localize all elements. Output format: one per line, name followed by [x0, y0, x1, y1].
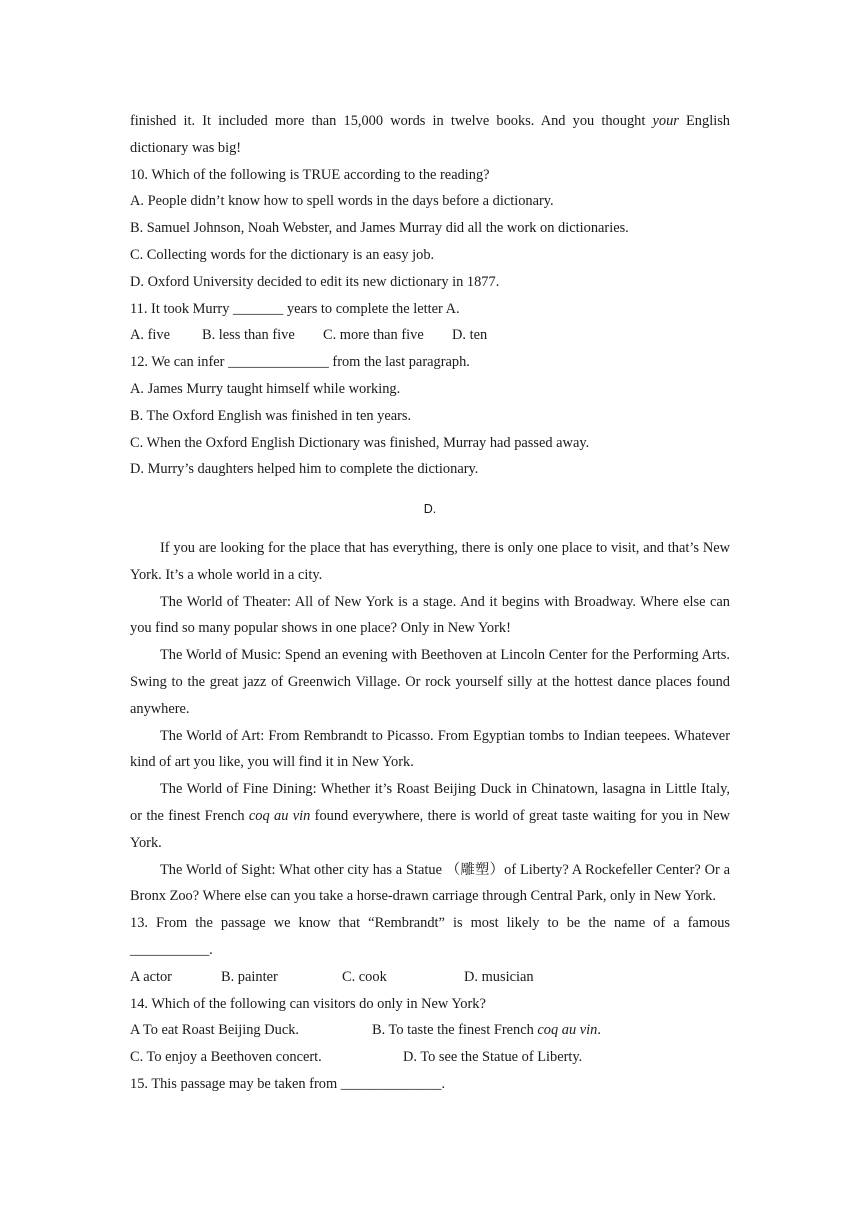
emphasis-text: coq au vin: [248, 807, 311, 824]
passage-paragraph: The World of Music: Spend an evening with Beethoven at Lincoln Center for the Performing Arts. Swing to the great jazz of Greenwich Village. Or rock yourself silly at the hottest dance places found anywhere.: [130, 647, 730, 717]
question-13-option-a: A actor: [130, 968, 172, 985]
passage-paragraph: The World of Theater: All of New York is a stage. And it begins with Broadway. Where else can you find so many popular shows in one place? Only in New York!: [130, 593, 730, 637]
question-10-option-a: A. People didn’t know how to spell words in the days before a dictionary.: [130, 193, 554, 210]
question-14-option-a: A To eat Roast Beijing Duck.: [130, 1022, 299, 1039]
question-10-stem: 10. Which of the following is TRUE according to the reading?: [130, 166, 490, 183]
question-14-option-d: D. To see the Statue of Liberty.: [403, 1049, 583, 1066]
passage-paragraph: If you are looking for the place that has everything, there is only one place to visit, and that’s New York. It’s a whole world in a city.: [130, 539, 730, 583]
question-12-option-a: A. James Murry taught himself while working.: [130, 380, 401, 397]
question-13-options: [130, 964, 730, 991]
option-text: .: [597, 1022, 601, 1039]
question-14-option-b: [372, 1017, 601, 1044]
question-11-stem: 11. It took Murry _______ years to complete the letter A.: [130, 300, 460, 317]
question-13-option-b: B. painter: [221, 968, 278, 985]
passage-paragraph: The World of Art: From Rembrandt to Picasso. From Egyptian tombs to Indian teepees. Whatever kind of art you like, you will find it in New York.: [130, 727, 730, 771]
passage-paragraph: [130, 108, 730, 162]
emphasis-text: coq au vin: [537, 1022, 598, 1039]
question-11-option-c: C. more than five: [323, 327, 424, 344]
passage-paragraph: [130, 776, 730, 856]
question-12-option-b: B. The Oxford English was finished in ten years.: [130, 407, 412, 424]
question-11-option-a: A. five: [130, 327, 170, 344]
paragraph-text: English dictionary was big!: [130, 113, 730, 156]
question-14-options-cd: [130, 1044, 730, 1071]
option-text: B. To taste the finest French: [372, 1022, 538, 1039]
question-12-option-c: C. When the Oxford English Dictionary was finished, Murray had passed away.: [130, 434, 590, 451]
passage-paragraph: The World of Sight: What other city has a Statue （雕塑）of Liberty? A Rockefeller Center? Or a Bronx Zoo? Where else can you take a horse-drawn carriage through Central Park, only in New York.: [130, 861, 730, 905]
question-12-option-d: D. Murry’s daughters helped him to complete the dictionary.: [130, 461, 479, 478]
question-14-option-c: C. To enjoy a Beethoven concert.: [130, 1049, 322, 1066]
question-11-options: [130, 322, 730, 349]
question-15-stem: 15. This passage may be taken from ______________.: [130, 1075, 446, 1092]
question-14-options-ab: [130, 1017, 730, 1044]
paragraph-text: The World of Fine Dining: Whether it’s Roast Beijing Duck in Chinatown, lasagna in Little Italy, or the finest French: [130, 781, 730, 824]
question-10-option-c: C. Collecting words for the dictionary is an easy job.: [130, 246, 435, 263]
paragraph-text: finished it. It included more than 15,000 words in twelve books. And you thought: [130, 113, 653, 129]
question-13-option-d: D. musician: [464, 968, 534, 985]
exam-page: [130, 108, 730, 1098]
question-13-stem: 13. From the passage we know that “Rembrandt” is most likely to be the name of a famous ___________.: [130, 915, 730, 958]
question-11-option-b: B. less than five: [202, 327, 295, 344]
paragraph-text: found everywhere, there is world of great taste waiting for you in New York.: [130, 807, 730, 851]
question-11-option-d: D. ten: [452, 327, 488, 344]
question-10-option-d: D. Oxford University decided to edit its new dictionary in 1877.: [130, 273, 500, 290]
emphasis-text: your: [652, 113, 679, 129]
section-d-heading: D.: [423, 501, 437, 516]
question-12-stem: 12. We can infer ______________ from the last paragraph.: [130, 354, 470, 371]
question-14-stem: 14. Which of the following can visitors do only in New York?: [130, 995, 486, 1012]
question-13-option-c: C. cook: [342, 968, 387, 985]
question-10-option-b: B. Samuel Johnson, Noah Webster, and James Murray did all the work on dictionaries.: [130, 220, 629, 237]
